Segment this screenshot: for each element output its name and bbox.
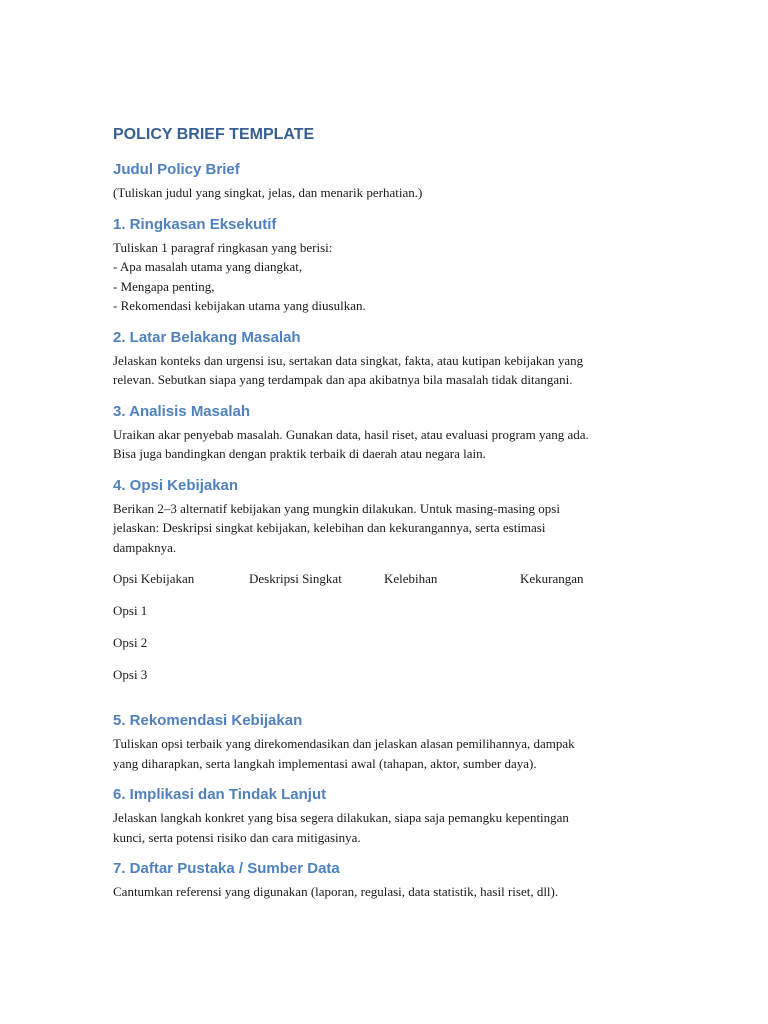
section-heading: 2. Latar Belakang Masalah — [113, 328, 301, 346]
section-analisis — [113, 402, 673, 464]
section-body — [113, 183, 673, 203]
body-line: yang diharapkan, serta langkah implementasi awal (tahapan, aktor, sumber daya). — [113, 755, 537, 771]
body-line: Cantumkan referensi yang digunakan (laporan, regulasi, data statistik, hasil riset, dll). — [113, 884, 559, 899]
section-ringkasan — [113, 215, 673, 316]
body-line: dampaknya. — [113, 539, 177, 555]
section-latar-belakang — [113, 328, 673, 390]
section-body — [113, 734, 673, 773]
section-heading: 3. Analisis Masalah — [113, 402, 251, 420]
section-implikasi — [113, 785, 673, 847]
section-heading: 1. Ringkasan Eksekutif — [113, 215, 277, 233]
table-cell: Opsi 1 — [113, 603, 148, 618]
section-heading: 5. Rekomendasi Kebijakan — [113, 712, 303, 729]
body-line: jelaskan: Deskripsi singkat kebijakan, kelebihan dan kekurangannya, serta estimasi — [113, 520, 546, 535]
section-heading: 6. Implikasi dan Tindak Lanjut — [113, 786, 327, 803]
table-cell: Opsi 2 — [113, 635, 148, 650]
body-line: Berikan 2–3 alternatif kebijakan yang mungkin dilakukan. Untuk masing-masing opsi — [113, 500, 560, 516]
section-body — [113, 499, 673, 558]
section-heading: 4. Opsi Kebijakan — [113, 476, 239, 494]
section-opsi — [113, 476, 673, 698]
section-rekomendasi — [113, 711, 673, 773]
table-header-cell: Kelebihan — [384, 571, 438, 586]
body-line: - Apa masalah utama yang diangkat, — [113, 259, 303, 274]
body-line: Bisa juga bandingkan dengan praktik terbaik di daerah atau negara lain. — [113, 446, 486, 461]
body-line: Uraikan akar penyebab masalah. Gunakan data, hasil riset, atau evaluasi program yang ada. — [113, 426, 589, 442]
table-header-cell: Deskripsi Singkat — [249, 571, 342, 586]
body-line: kunci, serta potensi risiko dan cara mitigasinya. — [113, 829, 361, 845]
document-title: POLICY BRIEF TEMPLATE — [113, 126, 315, 143]
table-row — [113, 601, 673, 633]
table-row — [113, 633, 673, 665]
body-line: - Rekomendasi kebijakan utama yang diusulkan. — [113, 298, 366, 313]
table-header-cell: Kekurangan — [520, 571, 584, 586]
table-row — [113, 665, 673, 697]
section-body — [113, 238, 673, 316]
body-line: Jelaskan langkah konkret yang bisa segera dilakukan, siapa saja pemangku kepentingan — [113, 810, 569, 825]
table-header-cell: Opsi Kebijakan — [113, 571, 195, 586]
body-line: Jelaskan konteks dan urgensi isu, sertakan data singkat, fakta, atau kutipan kebijakan yang — [113, 352, 584, 368]
body-line: Tuliskan opsi terbaik yang direkomendasikan dan jelaskan alasan pemilihannya, dampak — [113, 736, 575, 751]
section-body — [113, 882, 673, 902]
options-table — [113, 569, 673, 697]
body-line: (Tuliskan judul yang singkat, jelas, dan menarik perhatian.) — [113, 185, 423, 200]
table-cell: Opsi 3 — [113, 667, 148, 682]
section-body — [113, 425, 673, 464]
section-body — [113, 808, 673, 847]
section-body — [113, 351, 673, 390]
section-heading: Judul Policy Brief — [113, 161, 240, 178]
document-page — [113, 124, 673, 914]
body-line: Tuliskan 1 paragraf ringkasan yang berisi: — [113, 239, 333, 255]
section-heading: 7. Daftar Pustaka / Sumber Data — [113, 860, 340, 877]
section-judul — [113, 160, 673, 203]
body-line: - Mengapa penting, — [113, 278, 215, 294]
body-line: relevan. Sebutkan siapa yang terdampak dan apa akibatnya bila masalah tidak ditangani. — [113, 372, 573, 387]
section-daftar-pustaka — [113, 859, 673, 902]
table-header-row — [113, 569, 673, 601]
